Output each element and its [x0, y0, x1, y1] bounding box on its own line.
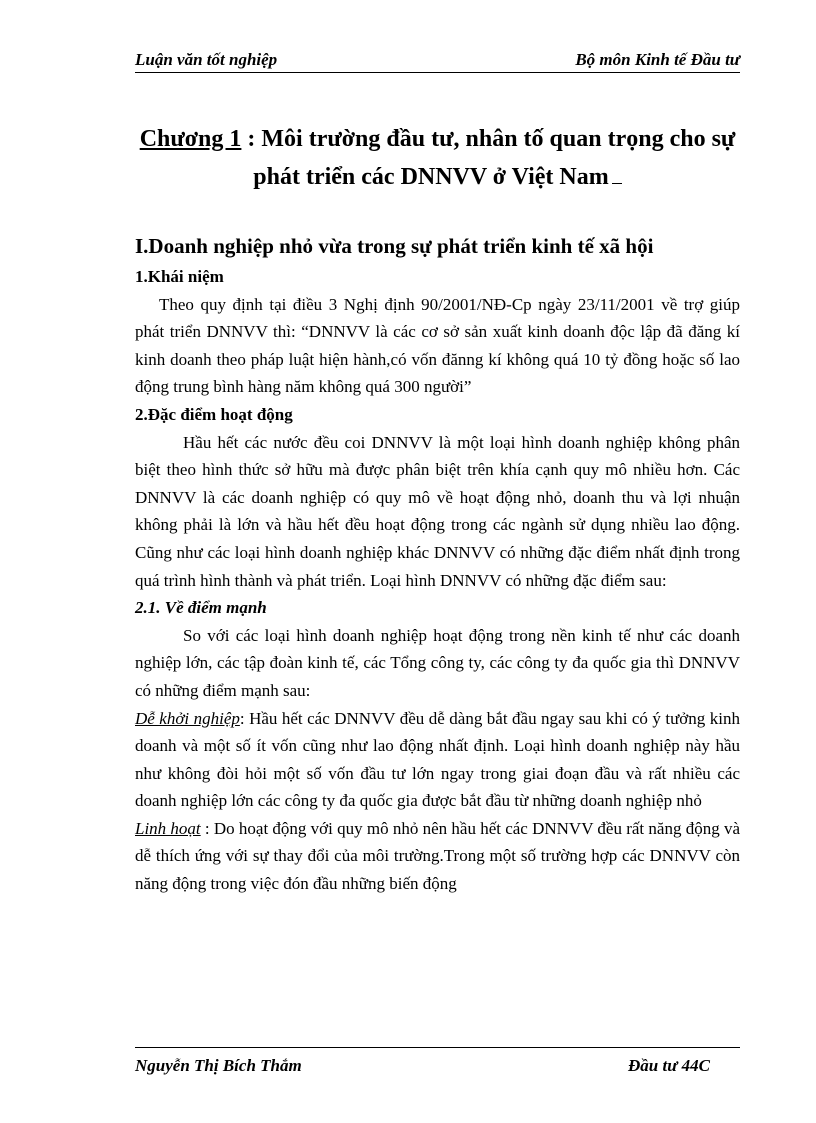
header-department-label: Bộ môn Kinh tế Đầu tư	[575, 50, 740, 69]
document-body	[135, 231, 740, 898]
footer-divider	[135, 1047, 740, 1048]
chapter-title-text: : Môi trường đầu tư, nhân tố quan trọng cho sự phát triển các DNNVV ở Việt Nam	[241, 126, 736, 190]
header-thesis-label: Luận văn tốt nghiệp	[135, 50, 278, 69]
paragraph-definition: Theo quy định tại điều 3 Nghị định 90/2001/NĐ-Cp ngày 23/11/2001 về trợ giúp phát triển DNNVV thì: “DNNVV là các cơ sở sản xuất kinh doanh độc lập đã đăng kí kinh doanh theo pháp luật hiện hành,có vốn đănng kí không quá 10 tỷ đồng hoặc số lao động trung bình hàng năm không quá 300 người”	[135, 294, 740, 397]
footer-author: Nguyễn Thị Bích Thắm	[135, 1056, 302, 1075]
chapter-title-underline-mark	[612, 165, 622, 184]
subsection-heading-1: 1.Khái niệm	[135, 267, 224, 286]
term-easy-startup: Dễ khởi nghiệp	[135, 708, 240, 728]
paragraph-easy-startup	[135, 705, 740, 815]
text-flexible: : Do hoạt động với quy mô nhỏ nên hầu hết các DNNVV đều rất năng động và dễ thích ứng với sự thay đổi của môi trường.Trong một số trường hợp các DNNVV còn năng động trong việc đón đầu những biến động	[135, 818, 740, 894]
text-easy-startup: : Hầu hết các DNNVV đều dễ dàng bắt đầu ngay sau khi có ý tưởng kinh doanh và một số ít vốn cũng như lao động nhất định. Loại hình doanh nghiệp này hầu như không đòi hỏi một số vốn đầu tư lớn ngay trong giai đoạn đầu và rất nhiều các doanh nghiệp lớn các công ty đa quốc gia được bắt đầu từ những doanh nghiệp nhỏ	[135, 708, 740, 811]
footer-class: Đầu tư 44C	[628, 1056, 710, 1075]
chapter-number: Chương 1	[139, 126, 242, 152]
header-divider	[135, 72, 740, 73]
chapter-title	[135, 120, 740, 196]
section-heading-1: I.Doanh nghiệp nhỏ vừa trong sự phát triển kinh tế xã hội	[135, 234, 654, 258]
paragraph-strengths-intro: So với các loại hình doanh nghiệp hoạt động trong nền kinh tế như các doanh nghiệp lớn, các tập đoàn kinh tế, các Tổng công ty, các công ty đa quốc gia thì DNNVV có những điểm mạnh sau:	[135, 625, 740, 700]
paragraph-flexible	[135, 815, 740, 898]
term-flexible: Linh hoạt	[135, 818, 201, 838]
subsection-heading-2: 2.Đặc điểm hoạt động	[135, 404, 293, 424]
subsection-heading-2-1: 2.1. Về điểm mạnh	[135, 598, 267, 618]
paragraph-characteristics: Hầu hết các nước đều coi DNNVV là một loại hình doanh nghiệp không phân biệt theo hình thức sở hữu mà được phân biệt trên khía cạnh quy mô nhiều hơn. Các DNNVV là các doanh nghiệp có quy mô về hoạt động nhỏ, doanh thu và lợi nhuận không phải là lớn và hầu hết đều hoạt động trong các ngành sử dụng nhiều lao động. Cũng như các loại hình doanh nghiệp khác DNNVV có những đặc điểm nhất định trong quá trình hình thành và phát triển. Loại hình DNNVV có những đặc điểm sau:	[135, 432, 740, 590]
